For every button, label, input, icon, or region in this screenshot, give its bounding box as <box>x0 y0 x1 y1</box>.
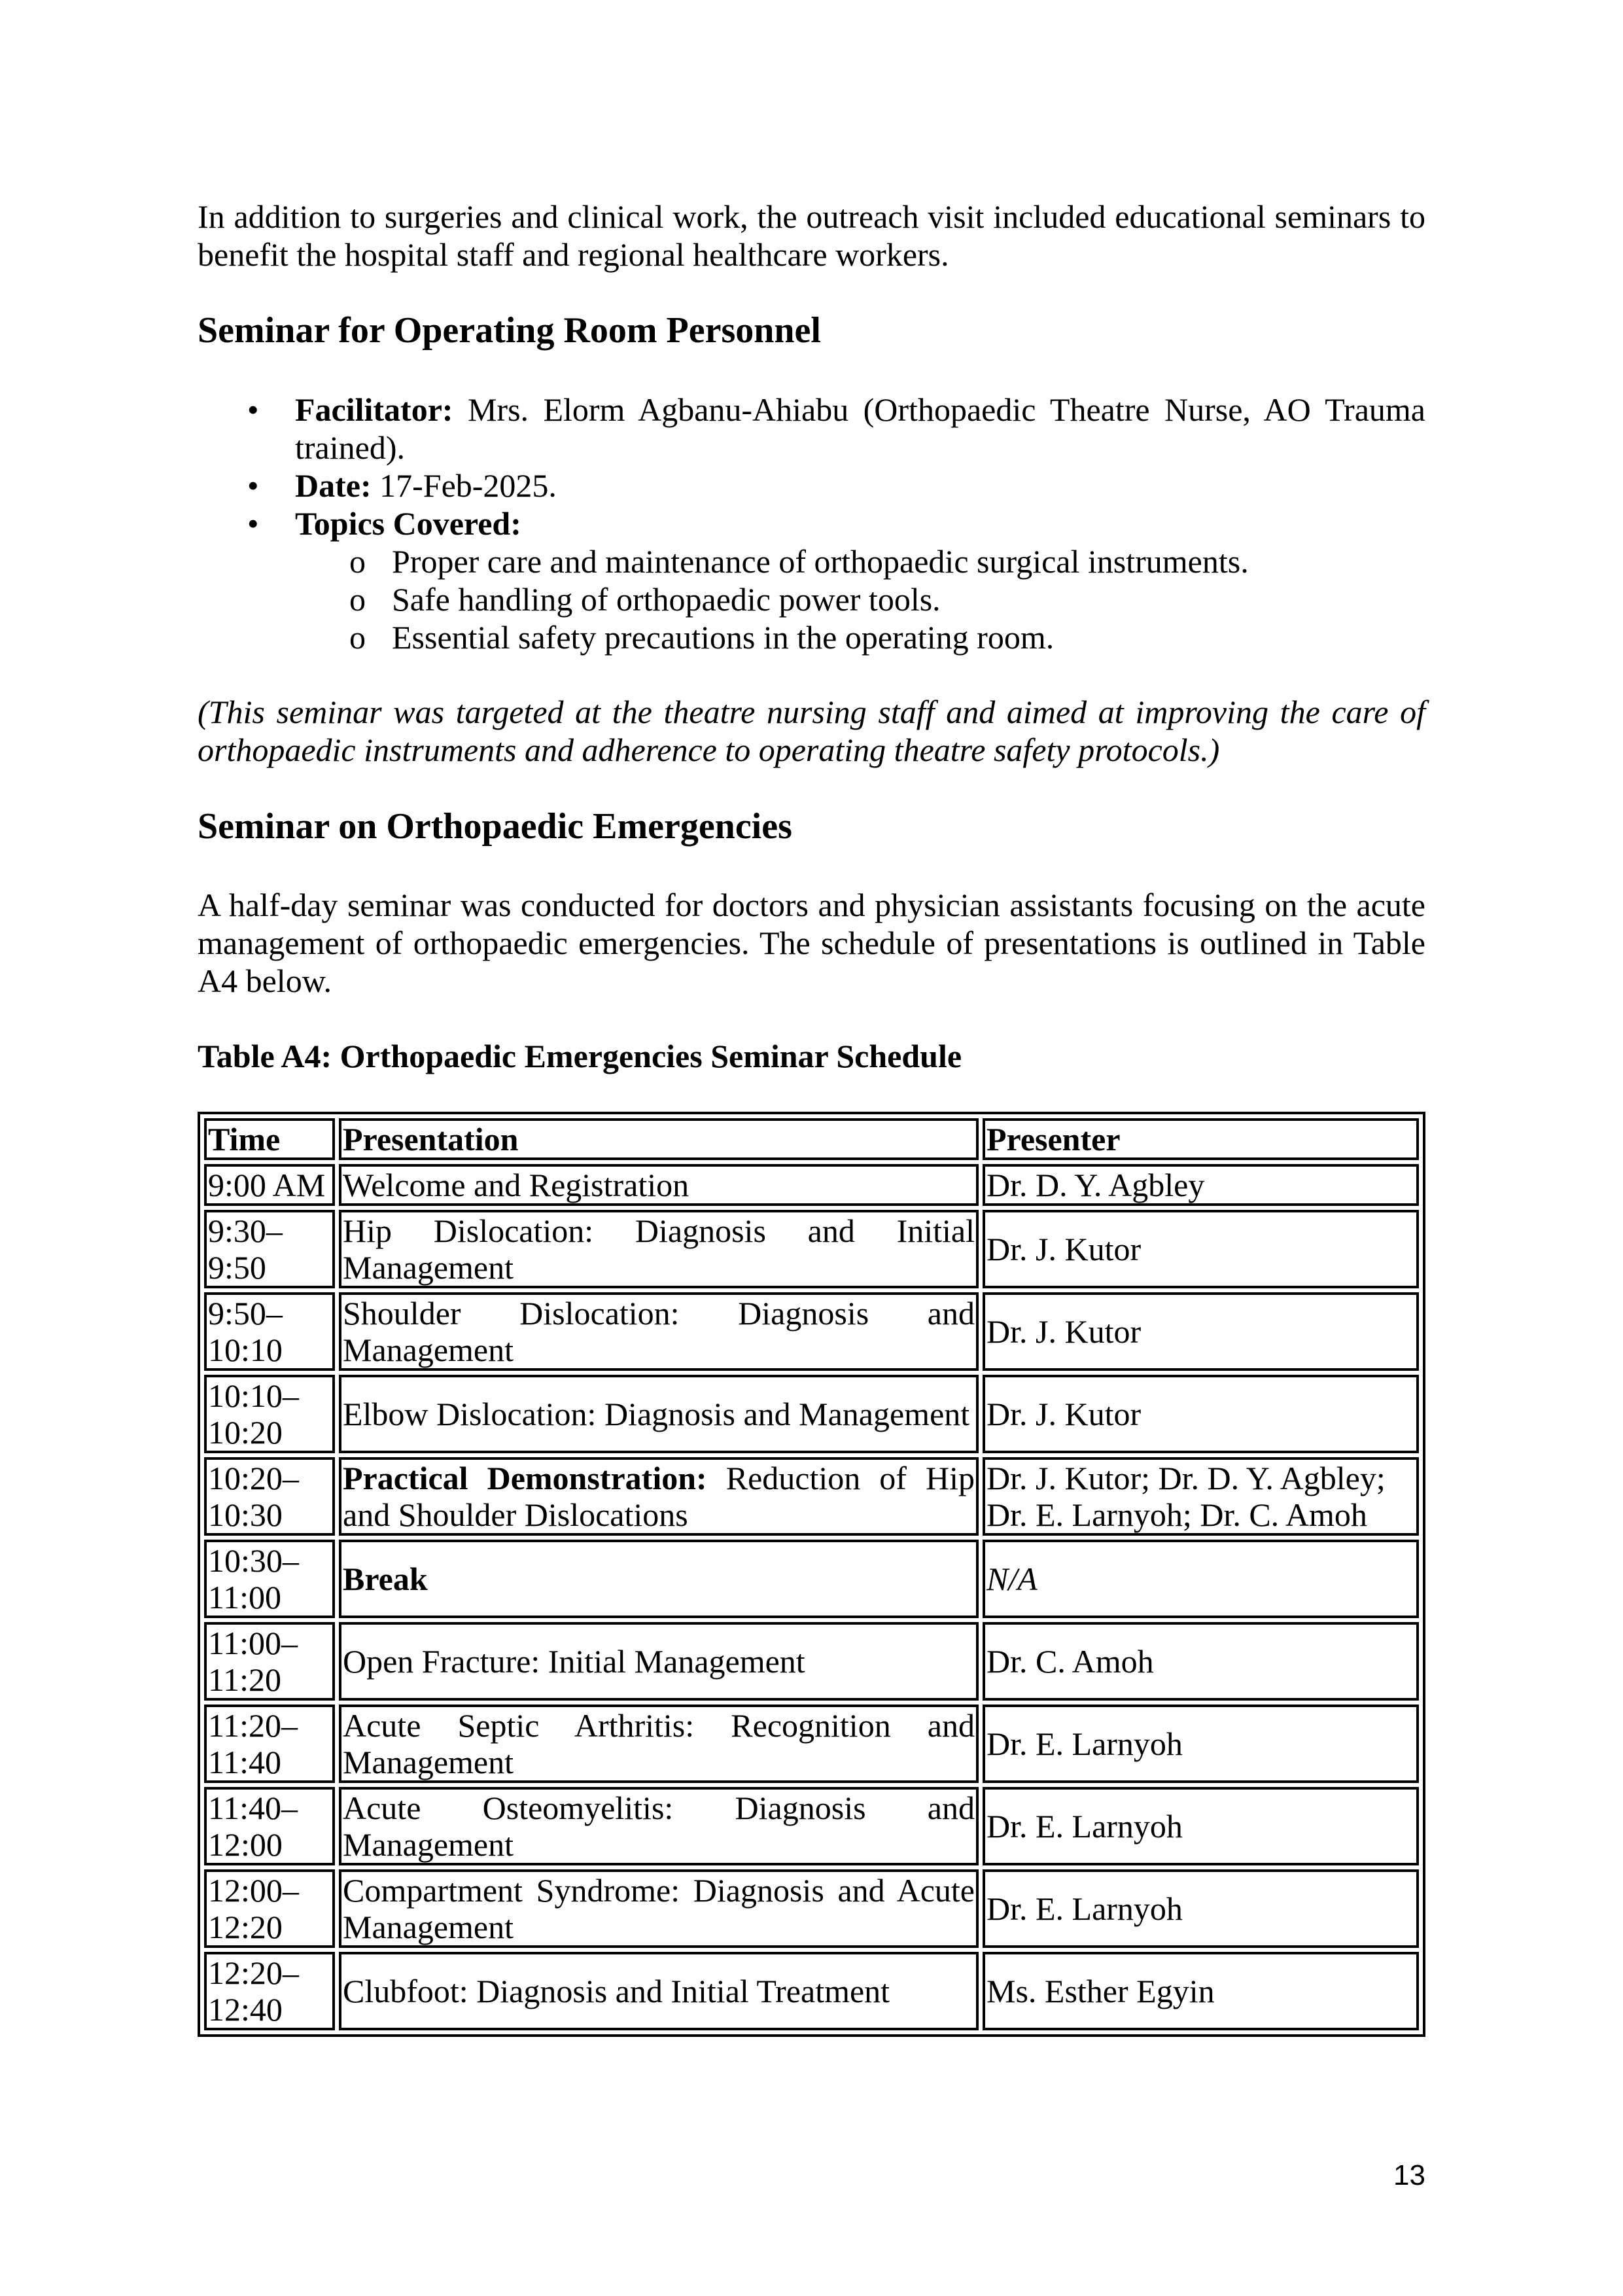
cell-presentation <box>339 1540 979 1618</box>
cell-presentation <box>339 1210 979 1288</box>
circle-bullet-icon: o <box>349 619 366 656</box>
cell-time <box>204 1210 335 1288</box>
seminar2-paragraph <box>198 886 1425 1000</box>
cell-presenter <box>983 1540 1419 1618</box>
time-text: 9:30–9:50 <box>208 1212 283 1286</box>
time-text: 9:00 AM <box>208 1167 326 1203</box>
cell-presenter <box>983 1292 1419 1371</box>
value: 17-Feb-2025. <box>371 467 557 504</box>
table-row <box>204 1787 1419 1865</box>
note-text: (This seminar was targeted at the theatre nursing staff and aimed at improving the care of orthopaedic instruments and adherence to operating theatre safety protocols.) <box>198 694 1425 768</box>
topic-item <box>198 542 1425 580</box>
table-row <box>204 1869 1419 1948</box>
presenter-text: Dr. E. Larnyoh <box>986 1725 1183 1762</box>
time-text: 11:40–12:00 <box>208 1790 298 1863</box>
table-row <box>204 1622 1419 1701</box>
value: Mrs. Elorm Agbanu-Ahiabu (Orthopaedic Theatre Nurse, AO Trauma trained). <box>295 391 1425 466</box>
topic-text: Proper care and maintenance of orthopaedic surgical instruments. <box>392 543 1249 580</box>
cell-presentation <box>339 1164 979 1206</box>
presentation-text: Shoulder Dislocation: Diagnosis and Management <box>343 1295 975 1368</box>
cell-presenter <box>983 1952 1419 2030</box>
cell-presentation <box>339 1622 979 1701</box>
bold-text: Break <box>343 1561 428 1597</box>
intro-text: In addition to surgeries and clinical work, the outreach visit included educational seminars to benefit the hospital staff and regional healthcare workers. <box>198 198 1425 273</box>
time-text: 10:10–10:20 <box>208 1377 299 1451</box>
presenter-text: Dr. C. Amoh <box>986 1643 1154 1680</box>
list-item-topics <box>198 504 1425 542</box>
intro-paragraph <box>198 198 1425 274</box>
cell-presenter <box>983 1622 1419 1701</box>
presentation-text: Open Fracture: Initial Management <box>343 1643 805 1680</box>
cell-time <box>204 1292 335 1371</box>
topic-text: Safe handling of orthopaedic power tools. <box>392 581 941 618</box>
table-row <box>204 1704 1419 1783</box>
table-row <box>204 1292 1419 1371</box>
para-text: A half-day seminar was conducted for doctors and physician assistants focusing on the acute management of orthopaedic emergencies. The schedule of presentations is outlined in Table A4 below. <box>198 887 1425 999</box>
presenter-text: N/A <box>986 1561 1038 1597</box>
bullet-icon: • <box>247 467 259 504</box>
cell-presentation <box>339 1292 979 1371</box>
presenter-text: Dr. E. Larnyoh <box>986 1808 1183 1845</box>
cell-presentation <box>339 1869 979 1948</box>
cell-presentation <box>339 1787 979 1865</box>
time-text: 12:20–12:40 <box>208 1954 299 2028</box>
topic-item <box>198 618 1425 656</box>
presenter-text: Dr. J. Kutor <box>986 1231 1142 1267</box>
presentation-text: Clubfoot: Diagnosis and Initial Treatment <box>343 1973 890 2009</box>
heading-text: Seminar on Orthopaedic Emergencies <box>198 806 792 847</box>
presentation-text: Reduction of Hip and Shoulder Dislocations <box>343 1460 975 1533</box>
time-text: 12:00–12:20 <box>208 1872 299 1945</box>
table-row <box>204 1164 1419 1206</box>
circle-bullet-icon: o <box>349 543 366 580</box>
cell-time <box>204 1869 335 1948</box>
time-text: 10:20–10:30 <box>208 1460 299 1533</box>
list-item-facilitator <box>198 391 1425 467</box>
cell-presentation <box>339 1375 979 1453</box>
cell-presenter <box>983 1704 1419 1783</box>
seminar1-details <box>198 391 1425 656</box>
section-heading-or-personnel <box>198 309 1425 351</box>
bullet-icon: • <box>247 391 259 428</box>
label: Date: <box>295 467 372 504</box>
table-caption <box>198 1037 1425 1075</box>
header-time <box>204 1118 335 1160</box>
list-item-date <box>198 467 1425 504</box>
cell-presentation <box>339 1704 979 1783</box>
section-heading-emergencies <box>198 805 1425 847</box>
presentation-text: Acute Osteomyelitis: Diagnosis and Management <box>343 1790 975 1863</box>
presentation-text: Elbow Dislocation: Diagnosis and Management <box>343 1396 970 1432</box>
cell-time <box>204 1622 335 1701</box>
header-presenter <box>983 1118 1419 1160</box>
presenter-text: Dr. D. Y. Agbley <box>986 1167 1205 1203</box>
cell-presenter <box>983 1210 1419 1288</box>
presentation-text: Welcome and Registration <box>343 1167 689 1203</box>
time-text: 9:50–10:10 <box>208 1295 283 1368</box>
label: Facilitator: <box>295 391 453 428</box>
bold-text: Practical Demonstration: <box>343 1460 707 1496</box>
table-row <box>204 1375 1419 1453</box>
cell-presenter <box>983 1375 1419 1453</box>
table-row <box>204 1210 1419 1288</box>
cell-time <box>204 1457 335 1536</box>
presentation-text: Hip Dislocation: Diagnosis and Initial Management <box>343 1212 975 1286</box>
circle-bullet-icon: o <box>349 581 366 618</box>
cell-presenter <box>983 1457 1419 1536</box>
heading-text: Seminar for Operating Room Personnel <box>198 310 821 351</box>
header-text: Presenter <box>986 1121 1121 1157</box>
topic-item <box>198 580 1425 618</box>
presentation-text: Acute Septic Arthritis: Recognition and Management <box>343 1707 975 1780</box>
header-presentation <box>339 1118 979 1160</box>
presenter-text: Dr. J. Kutor <box>986 1396 1142 1432</box>
presenter-text: Dr. J. Kutor; Dr. D. Y. Agbley; Dr. E. Larnyoh; Dr. C. Amoh <box>986 1460 1386 1533</box>
cell-presenter <box>983 1869 1419 1948</box>
time-text: 11:00–11:20 <box>208 1625 298 1698</box>
cell-presentation <box>339 1457 979 1536</box>
caption-text: Table A4: Orthopaedic Emergencies Seminar Schedule <box>198 1038 962 1074</box>
label: Topics Covered: <box>295 505 521 542</box>
presenter-text: Ms. Esther Egyin <box>986 1973 1215 2009</box>
cell-time <box>204 1164 335 1206</box>
presentation-text: Compartment Syndrome: Diagnosis and Acute Management <box>343 1872 975 1945</box>
cell-time <box>204 1540 335 1618</box>
table-row <box>204 1952 1419 2030</box>
seminar1-note <box>198 693 1425 769</box>
table-row <box>204 1457 1419 1536</box>
table-header-row <box>204 1118 1419 1160</box>
presenter-text: Dr. E. Larnyoh <box>986 1890 1183 1927</box>
time-text: 10:30–11:00 <box>208 1542 299 1616</box>
time-text: 11:20–11:40 <box>208 1707 298 1780</box>
schedule-table <box>198 1112 1425 2037</box>
cell-time <box>204 1787 335 1865</box>
page-number: 13 <box>1393 2159 1425 2191</box>
cell-presenter <box>983 1787 1419 1865</box>
table-row <box>204 1540 1419 1618</box>
topic-text: Essential safety precautions in the operating room. <box>392 619 1055 656</box>
cell-presentation <box>339 1952 979 2030</box>
header-text: Time <box>208 1121 281 1157</box>
cell-presenter <box>983 1164 1419 1206</box>
bullet-icon: • <box>247 505 259 542</box>
cell-time <box>204 1704 335 1783</box>
cell-time <box>204 1952 335 2030</box>
header-text: Presentation <box>343 1121 519 1157</box>
presenter-text: Dr. J. Kutor <box>986 1313 1142 1350</box>
cell-time <box>204 1375 335 1453</box>
